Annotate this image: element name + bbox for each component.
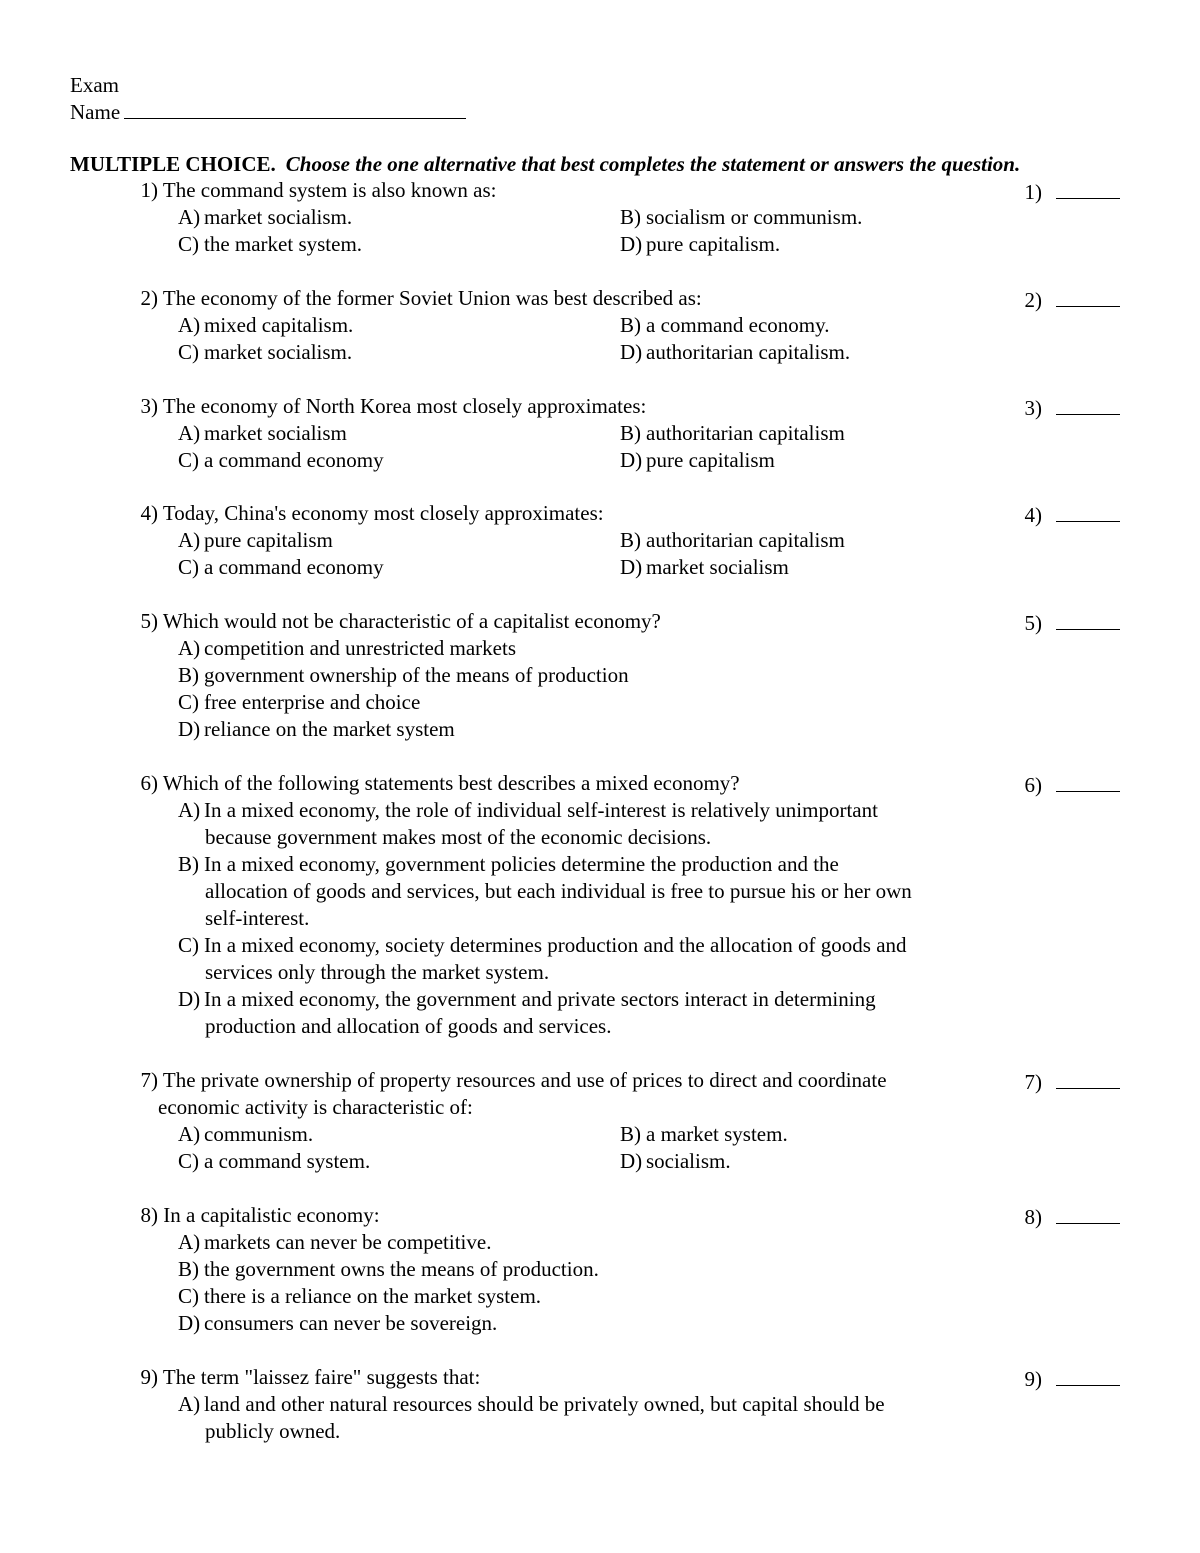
option-a[interactable] bbox=[178, 635, 516, 662]
option-text: socialism or communism. bbox=[646, 205, 863, 229]
option-label: D) bbox=[178, 717, 201, 741]
section-instruction: Choose the one alternative that best completes the statement or answers the question. bbox=[285, 152, 1021, 176]
option-text: a command economy bbox=[204, 448, 384, 472]
option-b[interactable] bbox=[620, 204, 862, 231]
name-field[interactable] bbox=[124, 118, 466, 119]
option-text: government ownership of the means of production bbox=[204, 663, 629, 687]
question-number: 9) bbox=[140, 1365, 158, 1389]
option-c[interactable] bbox=[178, 689, 420, 716]
answer-blank[interactable] bbox=[1056, 398, 1120, 415]
answer-label: 4) bbox=[1024, 503, 1042, 527]
option-a-cont: publicly owned. bbox=[205, 1419, 341, 1443]
option-text: communism. bbox=[204, 1122, 314, 1146]
answer-label: 8) bbox=[1024, 1205, 1042, 1229]
name-label: Name bbox=[70, 100, 121, 124]
question-text: The economy of North Korea most closely approximates: bbox=[162, 394, 647, 418]
question-number: 5) bbox=[140, 609, 158, 633]
option-a[interactable] bbox=[178, 1391, 885, 1418]
answer-label: 1) bbox=[1024, 180, 1042, 204]
option-a[interactable] bbox=[178, 312, 353, 339]
answer-blank[interactable] bbox=[1056, 1369, 1120, 1386]
question-text-cont: economic activity is characteristic of: bbox=[158, 1095, 473, 1119]
option-c[interactable] bbox=[178, 1148, 370, 1175]
answer-label: 5) bbox=[1024, 611, 1042, 635]
option-text: pure capitalism. bbox=[646, 232, 781, 256]
question-number: 1) bbox=[140, 178, 158, 202]
question-number: 3) bbox=[140, 394, 158, 418]
option-d[interactable] bbox=[178, 1310, 497, 1337]
option-label: C) bbox=[178, 933, 199, 957]
option-c[interactable] bbox=[178, 1283, 541, 1310]
option-text: a market system. bbox=[646, 1122, 788, 1146]
option-a[interactable] bbox=[178, 1229, 491, 1256]
option-label: A) bbox=[178, 421, 201, 445]
answer-label: 2) bbox=[1024, 288, 1042, 312]
option-label: B) bbox=[178, 1257, 199, 1281]
option-c[interactable] bbox=[178, 554, 384, 581]
option-label: B) bbox=[620, 421, 641, 445]
option-label: C) bbox=[178, 1149, 199, 1173]
option-d[interactable] bbox=[620, 1148, 731, 1175]
answer-2 bbox=[1000, 287, 1120, 314]
option-d[interactable] bbox=[178, 986, 876, 1013]
option-text: reliance on the market system bbox=[204, 717, 455, 741]
question-number: 4) bbox=[140, 501, 158, 525]
option-c[interactable] bbox=[178, 447, 384, 474]
answer-label: 6) bbox=[1024, 773, 1042, 797]
option-a[interactable] bbox=[178, 204, 352, 231]
option-label: B) bbox=[620, 1122, 641, 1146]
option-text: In a mixed economy, society determines production and the allocation of goods and bbox=[204, 933, 907, 957]
option-text: a command system. bbox=[204, 1149, 371, 1173]
option-label: D) bbox=[620, 1149, 643, 1173]
option-text: authoritarian capitalism. bbox=[646, 340, 851, 364]
option-text: market socialism bbox=[646, 555, 789, 579]
answer-6 bbox=[1000, 772, 1120, 799]
question-number: 8) bbox=[140, 1203, 158, 1227]
question-number: 6) bbox=[140, 771, 158, 795]
option-text: In a mixed economy, the role of individual self-interest is relatively unimportant bbox=[204, 798, 878, 822]
option-b[interactable] bbox=[620, 1121, 788, 1148]
option-text: market socialism. bbox=[204, 340, 353, 364]
option-label: C) bbox=[178, 1284, 199, 1308]
option-label: A) bbox=[178, 1122, 201, 1146]
answer-label: 9) bbox=[1024, 1367, 1042, 1391]
option-b-cont: allocation of goods and services, but each individual is free to pursue his or her own bbox=[205, 879, 912, 903]
option-text: the government owns the means of production. bbox=[204, 1257, 599, 1281]
option-label: C) bbox=[178, 690, 199, 714]
answer-label: 7) bbox=[1024, 1070, 1042, 1094]
option-a[interactable] bbox=[178, 797, 878, 824]
answer-1 bbox=[1000, 179, 1120, 206]
question-text: Which of the following statements best describes a mixed economy? bbox=[162, 771, 740, 795]
question-6 bbox=[114, 770, 740, 797]
option-text: pure capitalism bbox=[204, 528, 333, 552]
option-d[interactable] bbox=[620, 231, 780, 258]
question-text: The command system is also known as: bbox=[162, 178, 497, 202]
option-label: A) bbox=[178, 798, 201, 822]
option-text: a command economy. bbox=[646, 313, 830, 337]
question-8 bbox=[114, 1202, 380, 1229]
option-label: D) bbox=[620, 340, 643, 364]
exam-title: Exam bbox=[70, 73, 119, 97]
section-title: MULTIPLE CHOICE. bbox=[70, 152, 276, 176]
question-2 bbox=[114, 285, 702, 312]
question-3 bbox=[114, 393, 646, 420]
option-label: D) bbox=[178, 1311, 201, 1335]
option-b[interactable] bbox=[178, 851, 839, 878]
question-text: The term "laissez faire" suggests that: bbox=[162, 1365, 481, 1389]
option-label: B) bbox=[178, 663, 199, 687]
option-d[interactable] bbox=[620, 447, 775, 474]
option-label: A) bbox=[178, 205, 201, 229]
answer-9 bbox=[1000, 1366, 1120, 1393]
question-text: In a capitalistic economy: bbox=[163, 1203, 380, 1227]
question-9 bbox=[114, 1364, 480, 1391]
option-label: D) bbox=[620, 555, 643, 579]
option-a[interactable] bbox=[178, 420, 347, 447]
option-label: C) bbox=[178, 340, 199, 364]
option-text: pure capitalism bbox=[646, 448, 775, 472]
option-label: B) bbox=[620, 528, 641, 552]
option-label: C) bbox=[178, 555, 199, 579]
option-b-cont: self-interest. bbox=[205, 906, 310, 930]
answer-5 bbox=[1000, 610, 1120, 637]
answer-blank[interactable] bbox=[1056, 613, 1120, 630]
option-text: market socialism. bbox=[204, 205, 353, 229]
option-text: market socialism bbox=[204, 421, 347, 445]
option-label: C) bbox=[178, 448, 199, 472]
option-d[interactable] bbox=[620, 339, 850, 366]
answer-8 bbox=[1000, 1204, 1120, 1231]
option-a[interactable] bbox=[178, 527, 333, 554]
option-c[interactable] bbox=[178, 339, 352, 366]
option-d-cont: production and allocation of goods and services. bbox=[205, 1014, 612, 1038]
option-text: In a mixed economy, the government and private sectors interact in determining bbox=[204, 987, 876, 1011]
question-4 bbox=[114, 500, 604, 527]
option-b[interactable] bbox=[620, 527, 845, 554]
option-label: A) bbox=[178, 1230, 201, 1254]
option-label: A) bbox=[178, 528, 201, 552]
answer-label: 3) bbox=[1024, 396, 1042, 420]
answer-4 bbox=[1000, 502, 1120, 529]
option-text: mixed capitalism. bbox=[204, 313, 354, 337]
option-text: land and other natural resources should be privately owned, but capital should be bbox=[204, 1392, 885, 1416]
question-1 bbox=[114, 177, 497, 204]
question-text: The economy of the former Soviet Union was best described as: bbox=[162, 286, 702, 310]
option-c[interactable] bbox=[178, 932, 907, 959]
question-text: Today, China's economy most closely approximates: bbox=[162, 501, 604, 525]
option-b[interactable] bbox=[178, 1256, 599, 1283]
option-label: D) bbox=[178, 987, 201, 1011]
option-label: B) bbox=[620, 205, 641, 229]
option-b[interactable] bbox=[620, 312, 830, 339]
option-label: B) bbox=[620, 313, 641, 337]
option-text: authoritarian capitalism bbox=[646, 528, 845, 552]
option-text: the market system. bbox=[204, 232, 363, 256]
answer-blank[interactable] bbox=[1056, 1072, 1120, 1089]
option-label: D) bbox=[620, 448, 643, 472]
option-text: authoritarian capitalism bbox=[646, 421, 845, 445]
answer-blank[interactable] bbox=[1056, 182, 1120, 199]
question-text: The private ownership of property resources and use of prices to direct and coordinate bbox=[162, 1068, 887, 1092]
question-number: 7) bbox=[140, 1068, 158, 1092]
option-label: B) bbox=[178, 852, 199, 876]
option-text: In a mixed economy, government policies determine the production and the bbox=[204, 852, 839, 876]
answer-7 bbox=[1000, 1069, 1120, 1096]
option-b[interactable] bbox=[178, 662, 629, 689]
option-c[interactable] bbox=[178, 231, 362, 258]
option-text: markets can never be competitive. bbox=[204, 1230, 492, 1254]
option-text: consumers can never be sovereign. bbox=[204, 1311, 498, 1335]
answer-3 bbox=[1000, 395, 1120, 422]
option-b[interactable] bbox=[620, 420, 845, 447]
option-d[interactable] bbox=[178, 716, 455, 743]
option-label: A) bbox=[178, 1392, 201, 1416]
option-label: D) bbox=[620, 232, 643, 256]
option-d[interactable] bbox=[620, 554, 789, 581]
question-text: Which would not be characteristic of a capitalist economy? bbox=[162, 609, 661, 633]
option-a[interactable] bbox=[178, 1121, 313, 1148]
question-5 bbox=[114, 608, 661, 635]
option-text: competition and unrestricted markets bbox=[204, 636, 516, 660]
option-text: there is a reliance on the market system. bbox=[204, 1284, 542, 1308]
option-label: A) bbox=[178, 636, 201, 660]
option-c-cont: services only through the market system. bbox=[205, 960, 550, 984]
answer-blank[interactable] bbox=[1056, 505, 1120, 522]
answer-blank[interactable] bbox=[1056, 1207, 1120, 1224]
section-heading bbox=[70, 151, 1020, 178]
option-a-cont: because government makes most of the economic decisions. bbox=[205, 825, 712, 849]
option-label: A) bbox=[178, 313, 201, 337]
option-text: a command economy bbox=[204, 555, 384, 579]
question-7 bbox=[114, 1067, 887, 1094]
answer-blank[interactable] bbox=[1056, 775, 1120, 792]
option-text: free enterprise and choice bbox=[204, 690, 421, 714]
question-number: 2) bbox=[140, 286, 158, 310]
option-text: socialism. bbox=[646, 1149, 731, 1173]
option-label: C) bbox=[178, 232, 199, 256]
answer-blank[interactable] bbox=[1056, 290, 1120, 307]
